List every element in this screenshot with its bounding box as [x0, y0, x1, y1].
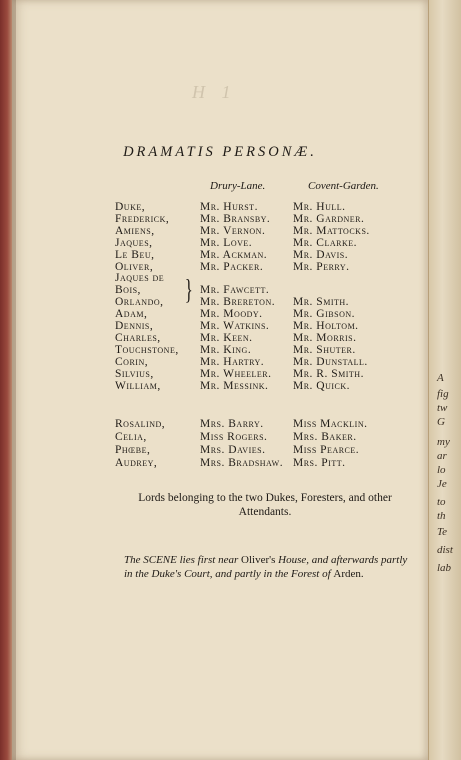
next-page-fragment: G	[437, 416, 445, 428]
next-page-fragment: Je	[437, 478, 447, 490]
next-page-fragment: lab	[437, 562, 452, 574]
cast-covent-cell: Mr. Perry.	[293, 260, 350, 273]
cast-covent-cell: Mrs. Pitt.	[293, 457, 346, 469]
page-title: DRAMATIS PERSONÆ.	[123, 144, 317, 160]
cast-drury-cell: Mr. Love.	[200, 236, 253, 249]
cast-role-cell: Silvius,	[115, 367, 154, 380]
cast-drury-cell: Mr. Brereton.	[200, 296, 276, 309]
cast-role-cell: Phœbe,	[115, 444, 151, 456]
cast-role-cell: Charles,	[115, 331, 161, 344]
cast-role-cell: Celia,	[115, 431, 147, 443]
covent-garden-heading: Covent-Garden.	[308, 180, 379, 192]
cast-drury-cell: Mr. Moody.	[200, 308, 263, 321]
cast-covent-cell: Miss Pearce.	[293, 444, 360, 456]
drury-lane-heading: Drury-Lane.	[210, 180, 266, 192]
next-page-fragment: A	[437, 372, 444, 384]
scene-middle: House, and afterwards partly in the Duke's Court, and partly in the Forest of	[124, 554, 408, 580]
cast-covent-cell: Mr. Shuter.	[293, 343, 356, 356]
cast-covent-cell: Mr. Holtom.	[293, 320, 359, 332]
scene-arden: Arden.	[333, 568, 364, 580]
cast-drury-cell: Mrs. Davies.	[200, 444, 266, 456]
cast-covent-cell: Mr. Mattocks.	[293, 224, 370, 237]
cast-role-cell: Corin,	[115, 355, 149, 368]
cast-drury-cell: Mr. King.	[200, 343, 252, 356]
next-page-fragment: dist	[437, 544, 453, 556]
cast-covent-cell: Mr. Hull.	[293, 201, 346, 213]
cast-covent-cell: Mr. Gibson.	[293, 308, 355, 321]
cast-drury-cell: Mr. Wheeler.	[200, 367, 272, 380]
lords-note: Lords belonging to the two Dukes, Foresters, and other Attendants.	[138, 492, 392, 518]
cast-drury-cell: Mr. Hurst.	[200, 201, 258, 213]
cast-covent-cell: Mr. Smith.	[293, 296, 350, 309]
next-page-fragment: ar	[437, 450, 447, 462]
cast-role-cell: Rosalind,	[115, 418, 166, 430]
cast-drury-cell: Mr. Ackman.	[200, 248, 268, 261]
scene-prefix: The SCENE lies first near	[124, 554, 242, 566]
next-page-fragment: to	[437, 496, 446, 508]
cast-role-cell: William,	[115, 379, 161, 392]
next-page-fragment: th	[437, 510, 446, 522]
next-page-fragment: tw	[437, 402, 448, 414]
cast-drury-cell: Mr. Packer.	[200, 260, 264, 273]
scene-olivers: Oliver's	[241, 554, 276, 566]
cast-role-cell: Le Beu,	[115, 248, 155, 261]
cast-drury-cell: Mr. Vernon.	[200, 224, 266, 237]
next-page-fragment: my	[437, 436, 450, 448]
cast-role-cell: Jaques de	[115, 272, 165, 285]
cast-drury-cell: Mrs. Bradshaw.	[200, 457, 284, 469]
brace: }	[184, 275, 193, 306]
cast-role-cell: Duke,	[115, 201, 146, 213]
cast-covent-cell: Mr. R. Smith.	[293, 367, 364, 380]
cast-role-cell: Frederick,	[115, 212, 170, 225]
cast-covent-cell: Miss Macklin.	[293, 418, 368, 430]
cast-role-cell: Dennis,	[115, 320, 154, 332]
next-page-fragment: Te	[437, 526, 447, 538]
next-page-edge	[428, 0, 461, 760]
cast-drury-cell: Mr. Watkins.	[200, 320, 270, 332]
book-spine	[0, 0, 12, 760]
cast-covent-cell: Mr. Gardner.	[293, 212, 365, 225]
cast-drury-cell: Mrs. Barry.	[200, 418, 264, 430]
cast-drury-cell: Mr. Fawcett.	[200, 284, 270, 297]
cast-covent-cell: Mr. Quick.	[293, 379, 351, 392]
cast-covent-cell: Mr. Dunstall.	[293, 355, 368, 368]
cast-drury-cell: Miss Rogers.	[200, 431, 268, 443]
cast-role-cell: Touchstone,	[115, 343, 179, 356]
page	[12, 0, 428, 760]
cast-role-cell: Audrey,	[115, 457, 158, 469]
cast-covent-cell: Mr. Davis.	[293, 248, 349, 261]
cast-covent-cell: Mr. Clarke.	[293, 236, 358, 249]
cast-covent-cell: Mrs. Baker.	[293, 431, 357, 443]
cast-role-cell: Orlando,	[115, 296, 164, 309]
binding-shadow	[12, 0, 16, 760]
cast-drury-cell: Mr. Hartry.	[200, 355, 265, 368]
next-page-fragment: fig	[437, 388, 449, 400]
show-through-text: H 1	[192, 82, 237, 102]
scene-note	[124, 553, 416, 581]
cast-role-cell: Bois,	[115, 284, 141, 297]
cast-role-cell: Adam,	[115, 308, 148, 321]
cast-role-cell: Jaques,	[115, 236, 153, 249]
cast-covent-cell: Mr. Morris.	[293, 331, 357, 344]
cast-drury-cell: Mr. Keen.	[200, 331, 253, 344]
cast-drury-cell: Mr. Bransby.	[200, 212, 271, 225]
cast-drury-cell: Mr. Messink.	[200, 379, 269, 392]
cast-role-cell: Oliver,	[115, 260, 154, 273]
cast-role-cell: Amiens,	[115, 224, 155, 237]
next-page-fragment: lo	[437, 464, 446, 476]
